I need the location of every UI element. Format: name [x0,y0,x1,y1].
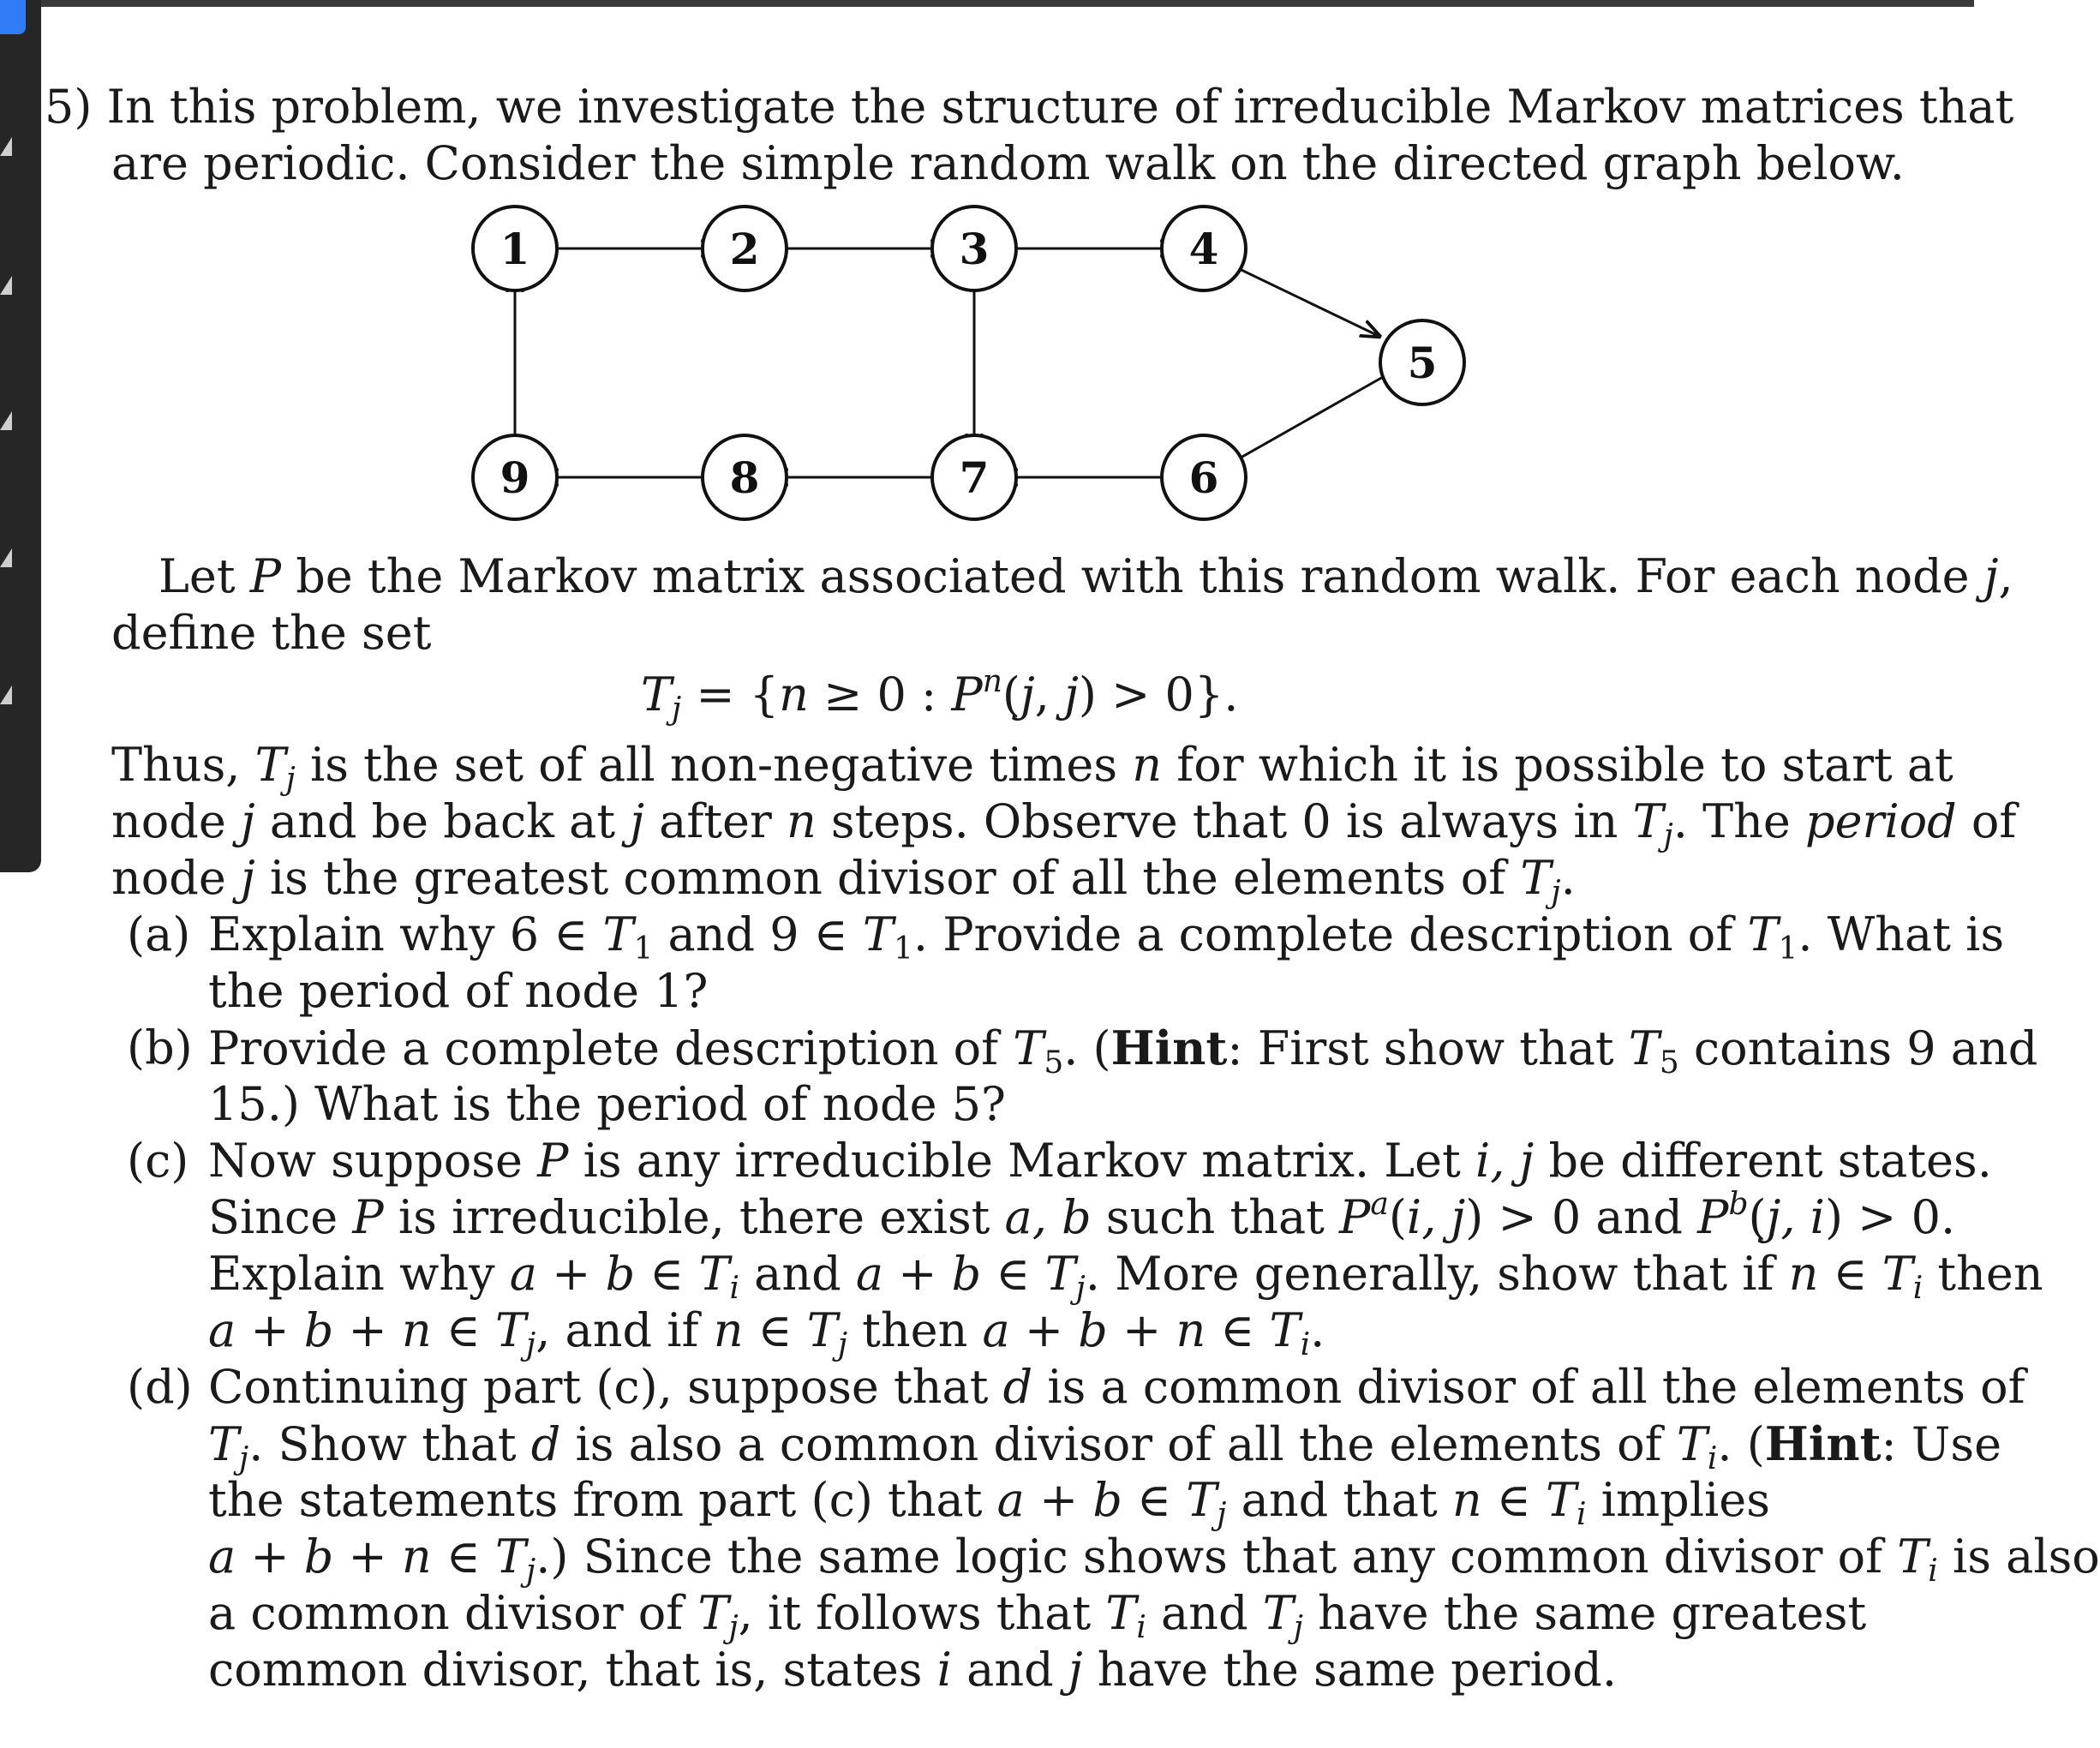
part-a-line2: the period of node 1? [208,964,709,1018]
part-d-line3: the statements from part (c) that a + b ∈ $T_j$ and that n ∈ $T_i$ implies [208,1473,1770,1532]
definition-line2: define the set [111,606,432,660]
node-2 [703,207,787,290]
problem-intro-line2: are periodic. Consider the simple random walk on the directed graph below. [111,136,1905,190]
svg-text:2: 2 [729,224,760,274]
svg-text:3: 3 [959,224,990,274]
part-d-line6: common divisor, that is, states i and j have the same period. [208,1643,1618,1697]
thus-line2: node j and be back at j after n steps. Observe that 0 is always in $T_j$. The period of [111,794,2017,853]
part-b-line2: 15.) What is the period of node 5? [208,1077,1006,1131]
node-5 [1380,320,1464,404]
part-a-label: (a) [127,907,191,961]
svg-text:1: 1 [500,224,530,274]
svg-text:7: 7 [959,452,990,503]
part-d-line1: Continuing part (c), suppose that d is a common divisor of all the elements of [208,1360,2025,1414]
part-c-line1: Now suppose P is any irreducible Markov matrix. Let i, j be different states. [208,1134,1992,1188]
part-a-line1: Explain why 6 ∈ $T_1$ and 9 ∈ $T_1$. Provide a complete description of $T_1$. What is [208,907,2005,967]
problem-intro-line1: 5) In this problem, we investigate the structure of irreducible Markov matrices that [45,80,2014,134]
part-d-line4: a + b + n ∈ $T_j$.) Since the same logic shows that any common divisor of $T_i$ is also [208,1530,2100,1589]
node-4 [1162,207,1246,290]
node-6 [1162,435,1246,519]
svg-text:9: 9 [500,452,530,503]
node-3 [932,207,1016,290]
definition-line1: Let P be the Markov matrix associated with this random walk. For each node j, [159,549,2013,603]
svg-text:6: 6 [1188,452,1219,503]
node-7 [932,435,1016,519]
thus-line1: Thus, $T_j$ is the set of all non-negative times n for which it is possible to start at [111,738,1953,797]
node-8 [703,435,787,519]
part-c-line3: Explain why a + b ∈ $T_i$ and a + b ∈ $T_j$. More generally, show that if n ∈ $T_i$ then [208,1247,2043,1306]
node-9 [473,435,557,519]
edge-4-5 [1224,261,1380,337]
part-b-line1: Provide a complete description of $T_5$. (Hint: First show that $T_5$ contains 9 and [208,1021,2038,1081]
part-c-line4: a + b + n ∈ $T_j$, and if n ∈ $T_j$ then a + b + n ∈ $T_i$. [208,1303,1325,1362]
part-b-label: (b) [127,1021,193,1075]
graph-nodes [473,207,1464,519]
set-definition-equation: $T_j = \{n \ge 0$ : $P^n(j$, j) > 0}. [641,664,1239,727]
edge-5-6 [1223,377,1383,468]
thus-line3: node j is the greatest common divisor of all the elements of $T_j$. [111,851,1576,910]
svg-text:4: 4 [1188,224,1219,274]
part-d-label: (d) [127,1360,193,1414]
directed-graph [463,184,1491,544]
part-d-line5: a common divisor of $T_j$, it follows that $T_i$ and $T_j$ have the same greatest [208,1586,1867,1645]
svg-text:8: 8 [729,452,760,503]
part-d-line2: $T_j$. Show that d is also a common divisor of all the elements of $T_i$. (Hint: Use [208,1416,2002,1476]
svg-text:5: 5 [1407,338,1438,388]
part-c-line2: Since P is irreducible, there exist a, b such that $P^a(i$, j) > 0 and $P^b(j$, i) > 0. [208,1187,1956,1244]
part-c-label: (c) [127,1134,189,1188]
node-1 [473,207,557,290]
